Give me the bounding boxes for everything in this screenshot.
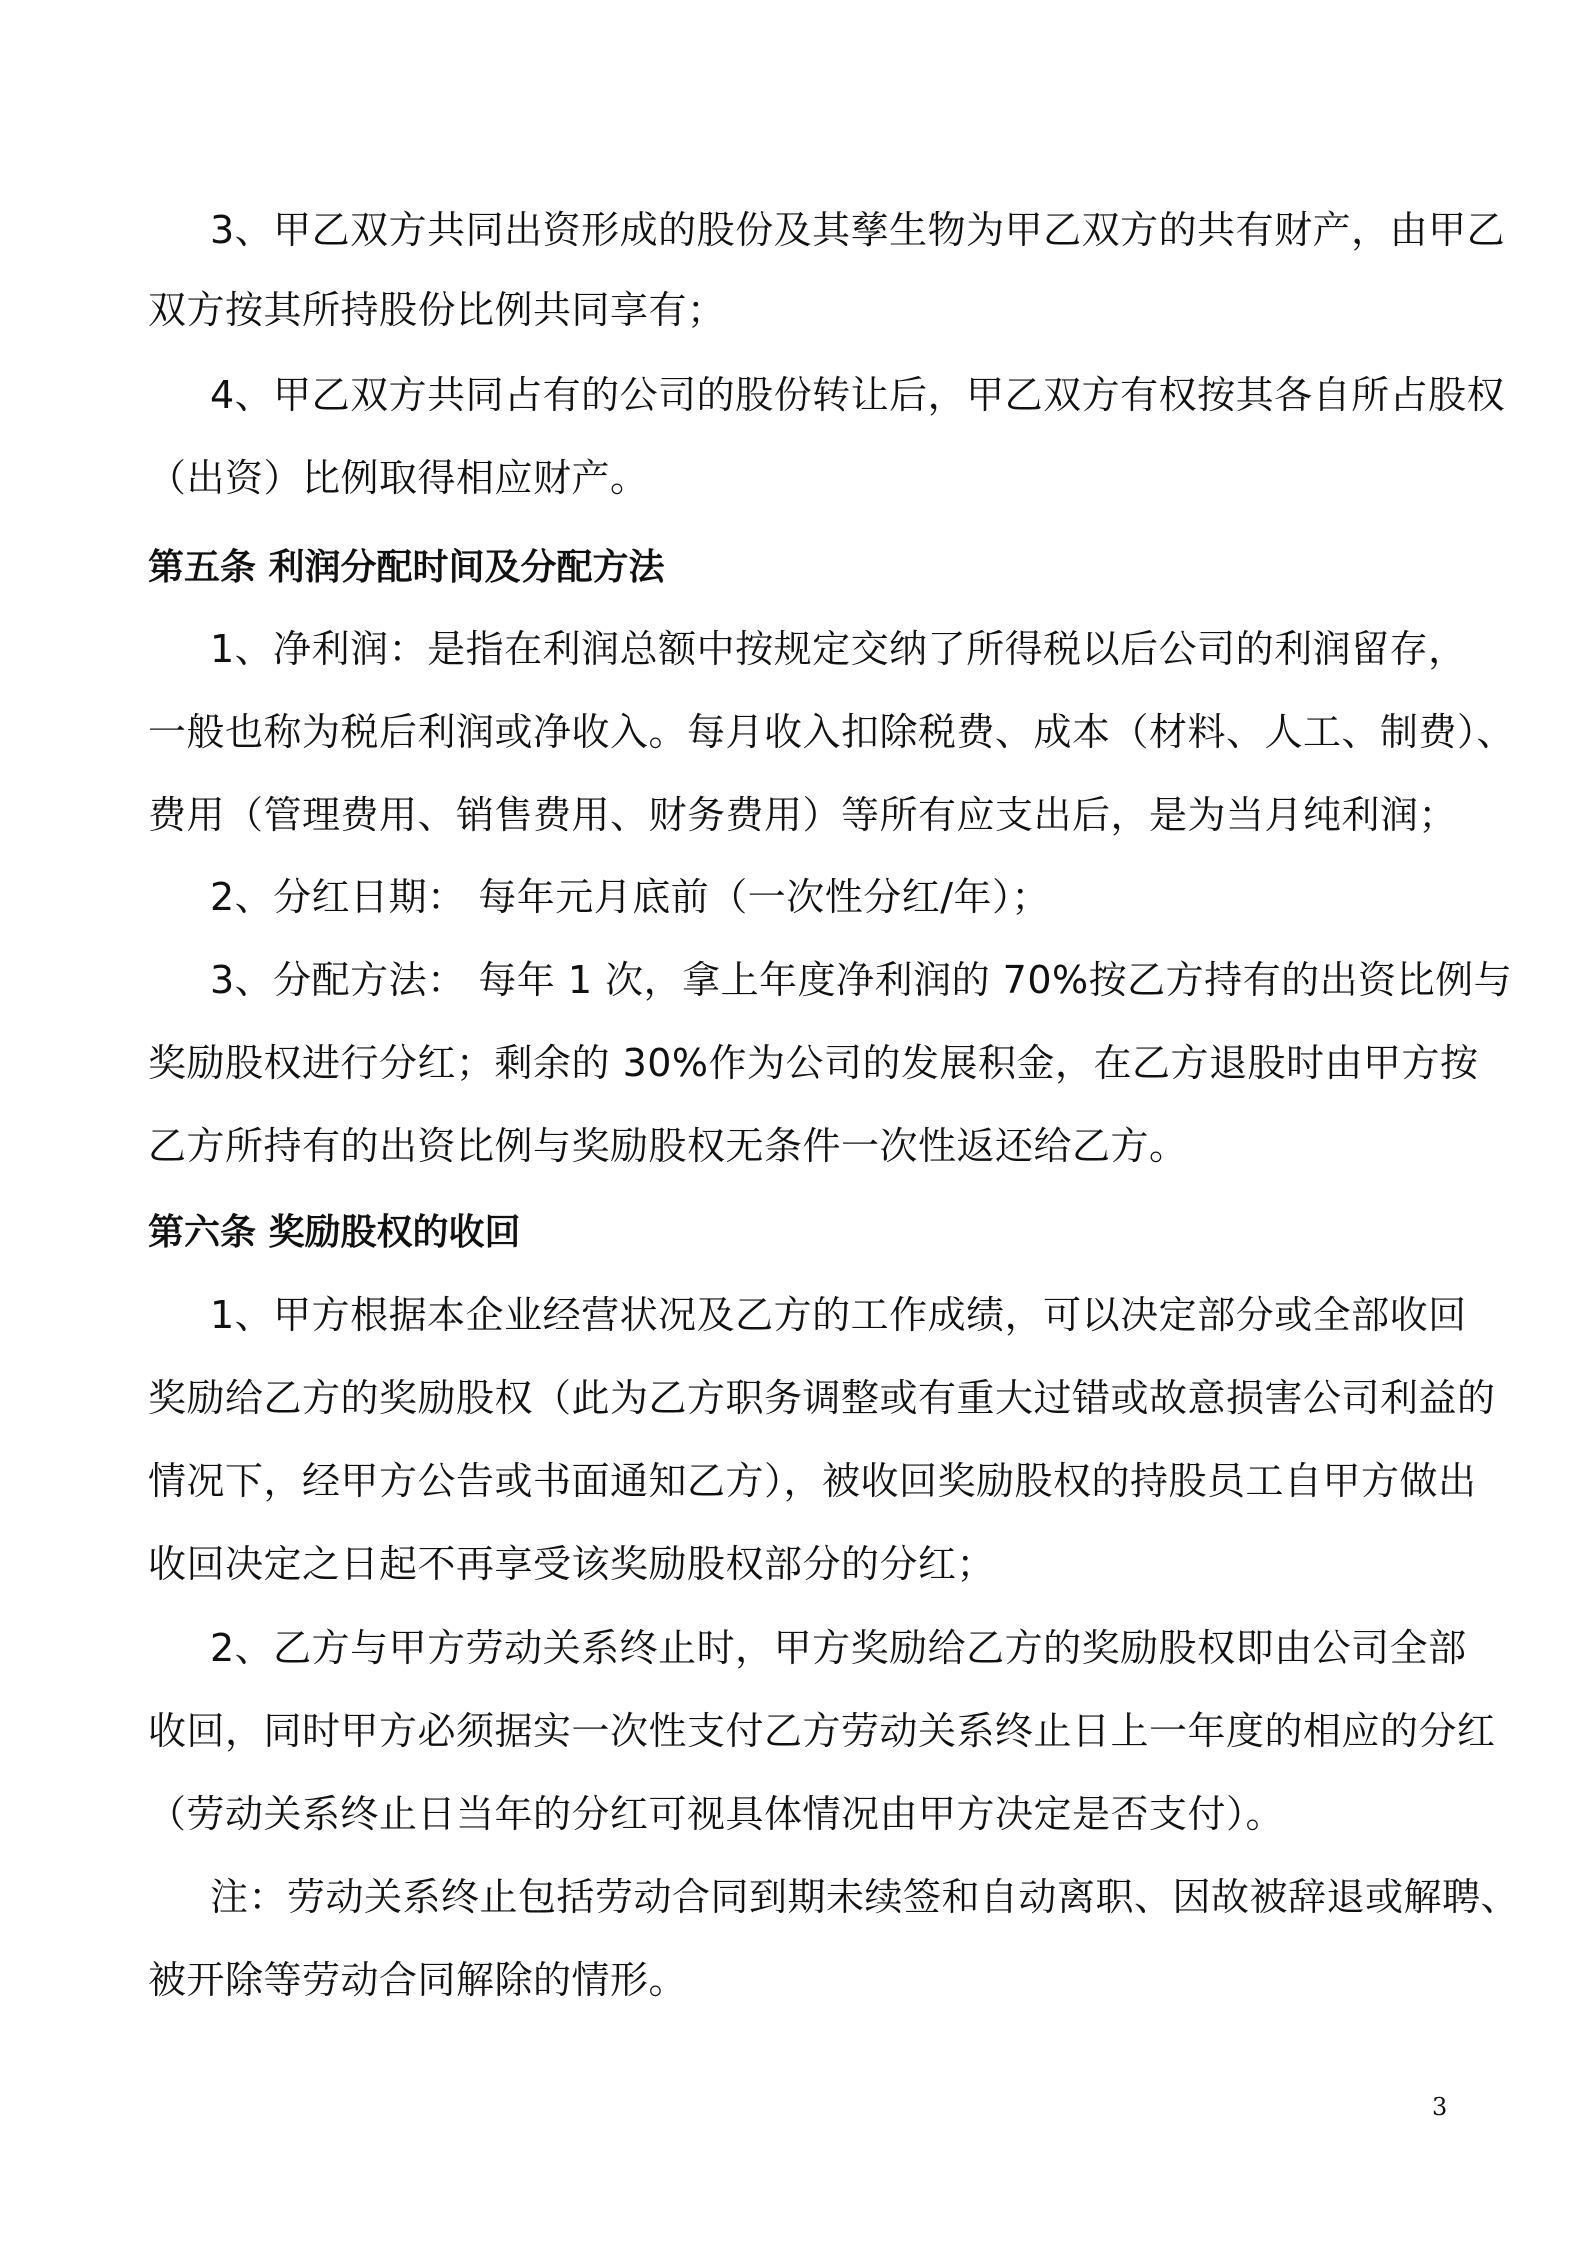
paragraph-line: 4、甲乙双方共同占有的公司的股份转让后，甲乙双方有权按其各自所占股权 [210,373,1506,417]
paragraph-line: 2、分红日期： 每年元月底前（一次性分红/年）； [210,875,1051,919]
section-heading-article-5: 第五条 利润分配时间及分配方法 [148,547,665,588]
section-heading-article-6: 第六条 奖励股权的收回 [148,1212,521,1253]
paragraph-line: 收回，同时甲方必须据实一次性支付乙方劳动关系终止日上一年度的相应的分红 [148,1709,1496,1753]
paragraph-line: 1、净利润：是指在利润总额中按规定交纳了所得税以后公司的利润留存， [210,627,1467,671]
paragraph-line: 一般也称为税后利润或净收入。每月收入扣除税费、成本（材料、人工、制费）、 [148,710,1516,754]
paragraph-line: （出资）比例取得相应财产。 [148,456,649,500]
page-number: 3 [1432,2093,1448,2121]
paragraph-line: 1、甲方根据本企业经营状况及乙方的工作成绩，可以决定部分或全部收回 [210,1293,1467,1337]
paragraph-line: 费用（管理费用、销售费用、财务费用）等所有应支出后，是为当月纯利润； [148,793,1458,837]
paragraph-line: 2、乙方与甲方劳动关系终止时，甲方奖励给乙方的奖励股权即由公司全部 [210,1626,1467,1670]
paragraph-line: （劳动关系终止日当年的分红可视具体情况由甲方决定是否支付）。 [148,1792,1285,1836]
paragraph-line: 3、甲乙双方共同出资形成的股份及其孳生物为甲乙双方的共有财产，由甲乙 [210,208,1506,252]
paragraph-line: 3、分配方法： 每年 1 次，拿上年度净利润的 70%按乙方持有的出资比例与 [210,958,1513,1002]
paragraph-line: 情况下，经甲方公告或书面通知乙方），被收回奖励股权的持股员工自甲方做出 [148,1459,1477,1503]
paragraph-line: 收回决定之日起不再享受该奖励股权部分的分红； [148,1542,996,1586]
paragraph-line: 奖励股权进行分红；剩余的 30%作为公司的发展积金，在乙方退股时由甲方按 [148,1041,1479,1085]
paragraph-line: 奖励给乙方的奖励股权（此为乙方职务调整或有重大过错或故意损害公司利益的 [148,1376,1496,1420]
note-line: 注：劳动关系终止包括劳动合同到期未续签和自动离职、因故被辞退或解聘、 [210,1875,1520,1919]
note-line: 被开除等劳动合同解除的情形。 [148,1958,688,2002]
paragraph-line: 双方按其所持股份比例共同享有； [148,288,726,332]
paragraph-line: 乙方所持有的出资比例与奖励股权无条件一次性返还给乙方。 [148,1124,1188,1168]
